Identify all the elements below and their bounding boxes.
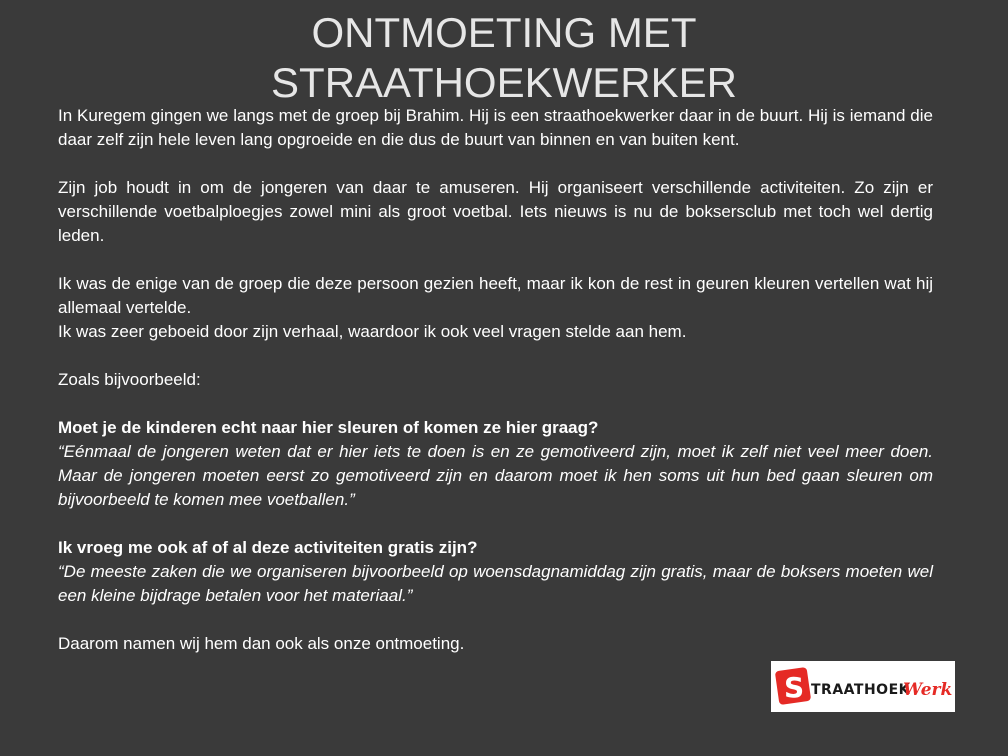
question-2: Ik vroeg me ook af of al deze activiteiten gratis zijn? <box>58 538 478 557</box>
paragraph-only-one: Ik was de enige van de groep die deze persoon gezien heeft, maar ik kon de rest in geuren kleuren vertellen wat hij allemaal vertelde. <box>58 274 933 317</box>
body-text <box>58 104 933 656</box>
svg-text:Werk: Werk <box>903 680 953 700</box>
paragraph-intro: In Kuregem gingen we langs met de groep bij Brahim. Hij is een straathoekwerker daar in de buurt. Hij is iemand die daar zelf zijn hele leven lang opgroeide en die dus de buurt van binnen en van buiten kent. <box>58 106 933 149</box>
paragraph-job: Zijn job houdt in om de jongeren van daar te amuseren. Hij organiseert verschillende activiteiten. Zo zijn er verschillende voetbalploegjes zowel mini als groot voetbal. Iets nieuws is nu de boksersclub met toch wel dertig leden. <box>58 178 933 245</box>
paragraph-for-example: Zoals bijvoorbeeld: <box>58 370 201 389</box>
straathoekwerk-logo <box>771 661 955 712</box>
logo-s-badge <box>775 667 811 705</box>
svg-text:S: S <box>784 671 805 704</box>
paragraph-fascinated: Ik was zeer geboeid door zijn verhaal, waardoor ik ook veel vragen stelde aan hem. <box>58 322 687 341</box>
svg-text:TRAATHOEK: TRAATHOEK <box>811 682 910 698</box>
paragraph-conclusion: Daarom namen wij hem dan ook als onze ontmoeting. <box>58 634 465 653</box>
logo-graphic <box>771 661 955 712</box>
answer-2: “De meeste zaken die we organiseren bijvoorbeeld op woensdagnamiddag zijn gratis, maar de boksers moeten wel een kleine bijdrage betalen voor het materiaal.” <box>58 562 933 605</box>
answer-1: “Eénmaal de jongeren weten dat er hier iets te doen is en ze gemotiveerd zijn, moet ik zelf niet veel meer doen. Maar de jongeren moeten eerst zo gemotiveerd zijn en daarom moet ik hen soms uit hun bed gaan sleuren om bijvoorbeeld te komen mee voetballen.” <box>58 442 933 509</box>
title-line-1: ONTMOETING MET <box>311 9 697 56</box>
page-title <box>0 8 1008 108</box>
title-line-2: STRAATHOEKWERKER <box>271 59 737 106</box>
question-1: Moet je de kinderen echt naar hier sleuren of komen ze hier graag? <box>58 418 599 437</box>
